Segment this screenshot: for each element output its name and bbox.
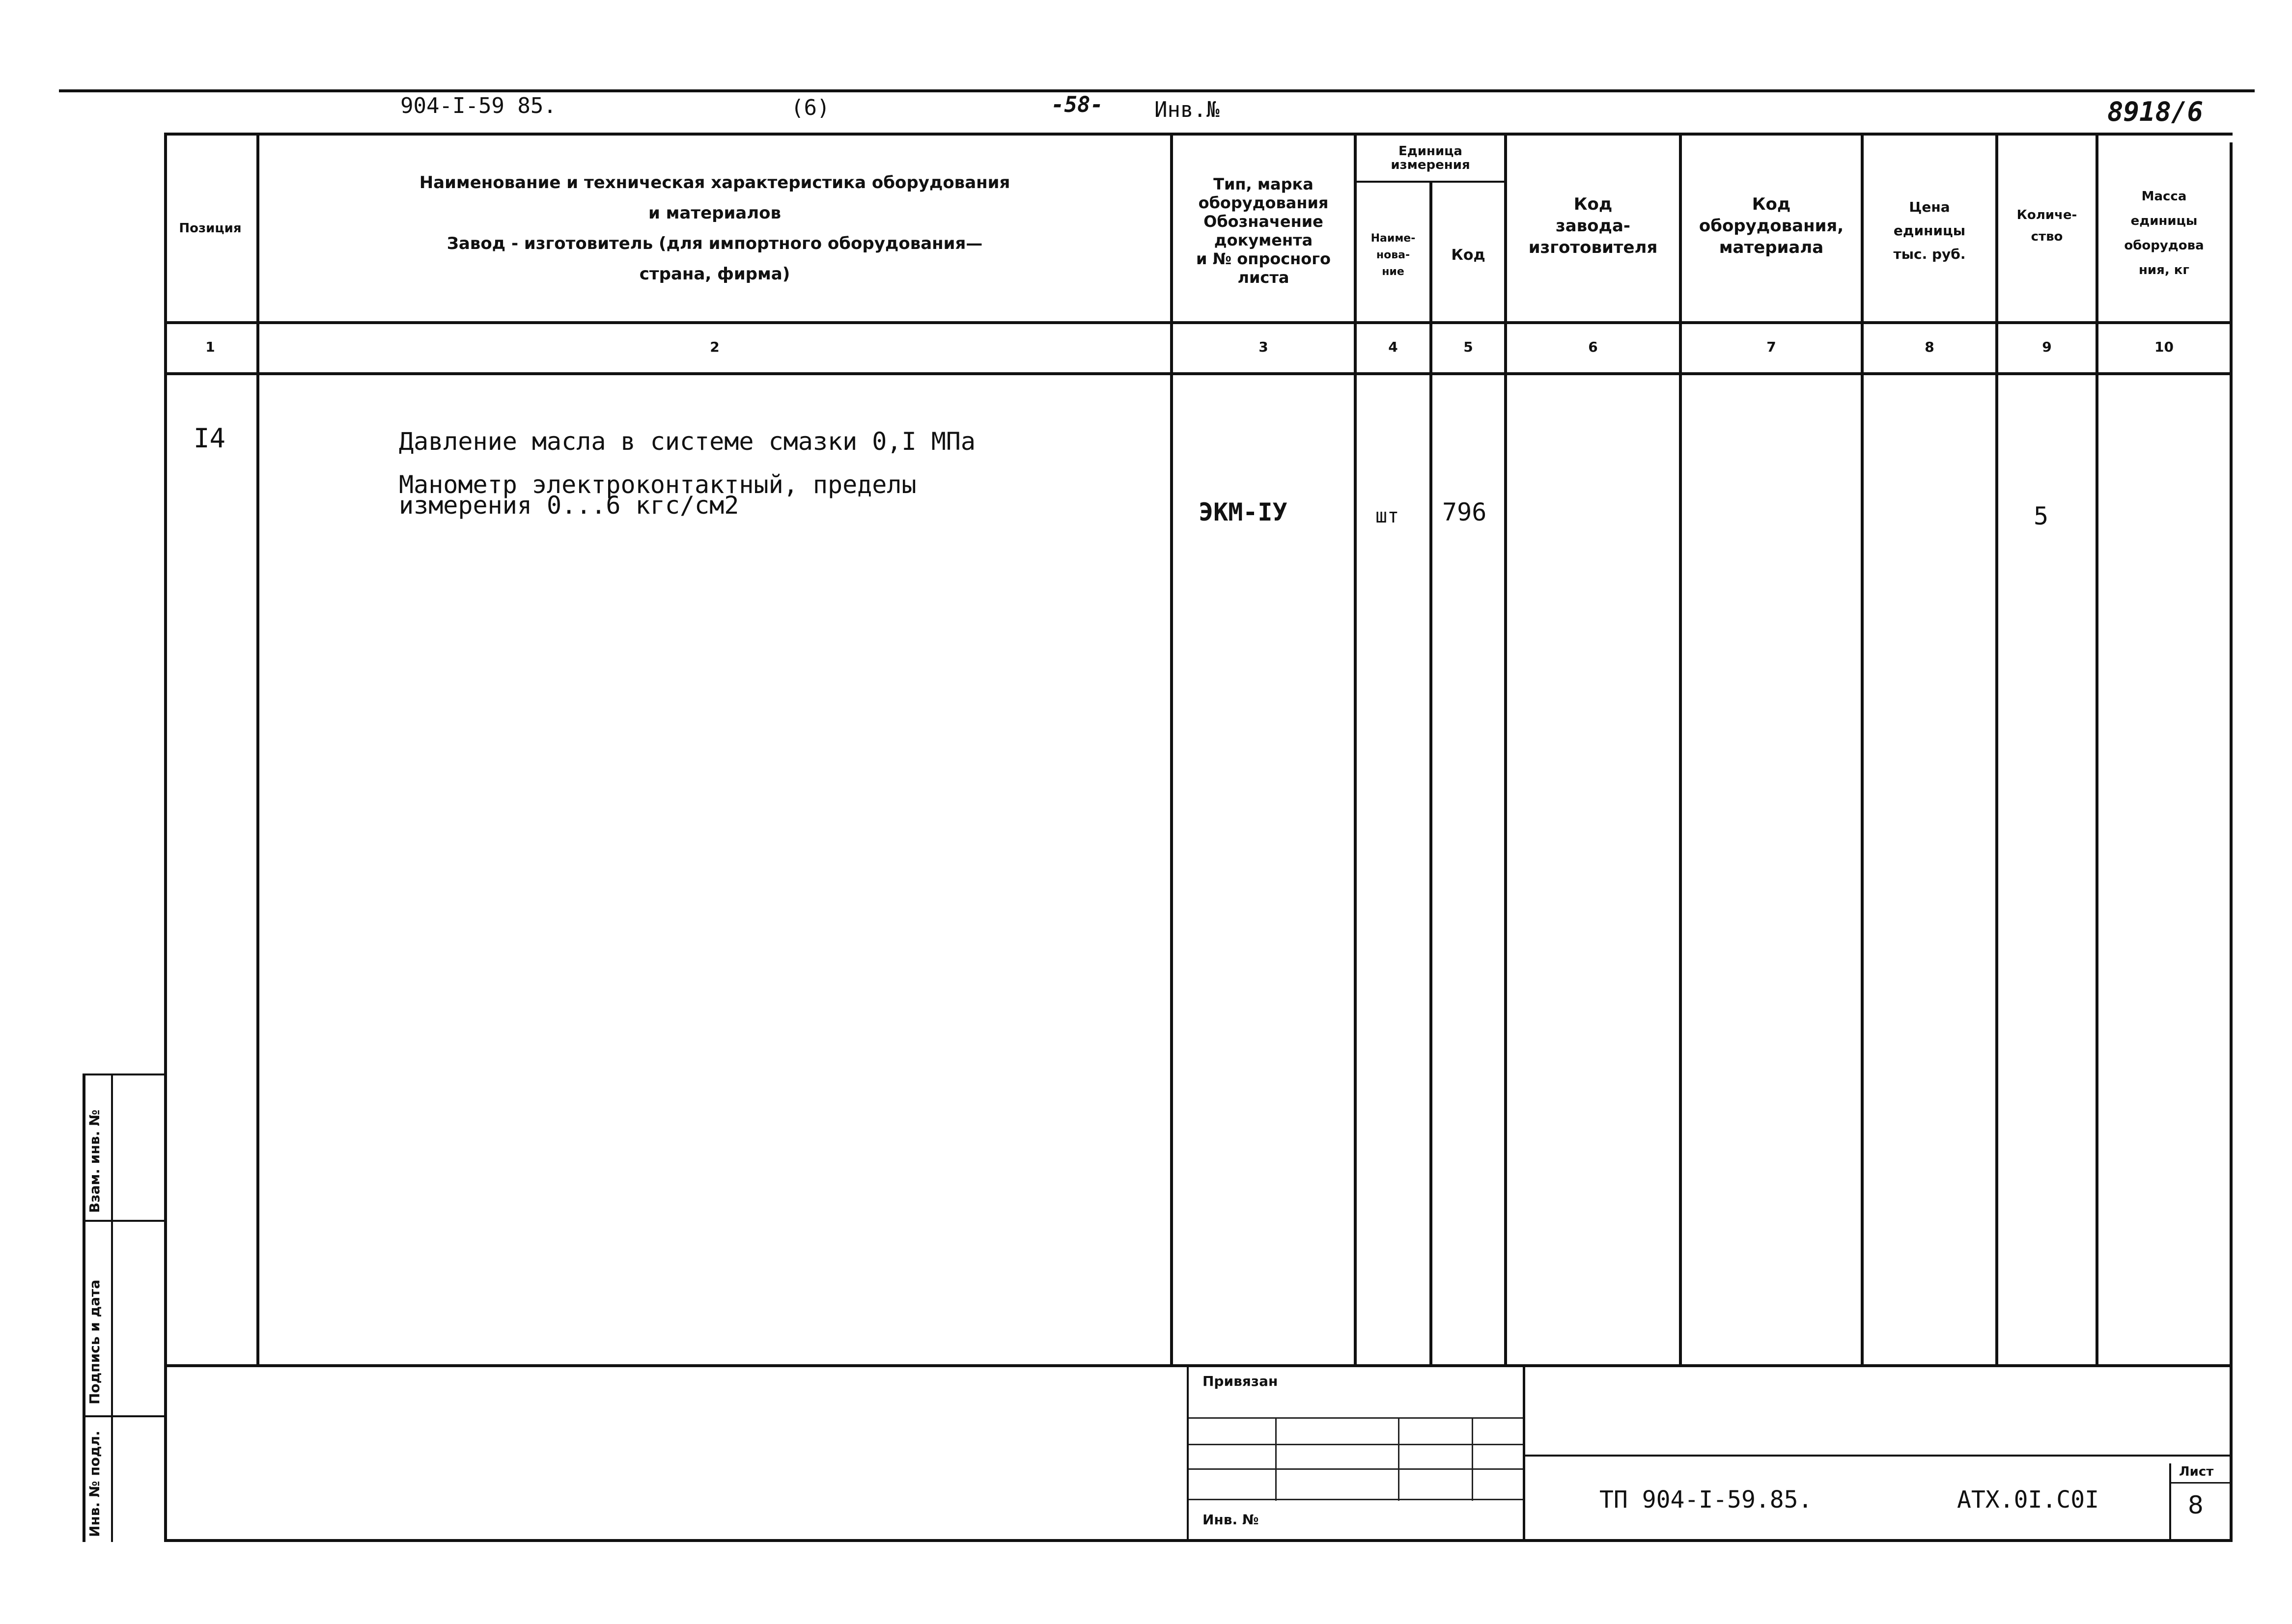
side-stamp-mid bbox=[111, 1073, 113, 1542]
frame-right bbox=[2230, 142, 2233, 1542]
header-bottom-line bbox=[164, 321, 2233, 324]
side-label-replacement-inv: Взам. инв. № bbox=[86, 1109, 103, 1213]
col-num-4: 4 bbox=[1388, 339, 1398, 355]
col-sep-8 bbox=[1995, 133, 1998, 1367]
sheet-box-sep bbox=[2169, 1482, 2231, 1484]
col-sep-6 bbox=[1679, 133, 1682, 1367]
col-header-unit-name: Наиме- нова- ние bbox=[1370, 232, 1416, 278]
row-unit-name: шт bbox=[1375, 505, 1399, 527]
col-num-7: 7 bbox=[1766, 339, 1776, 355]
sheet-label: Лист bbox=[2179, 1464, 2214, 1479]
numbers-bottom-line bbox=[164, 372, 2233, 375]
col-num-1: 1 bbox=[205, 339, 215, 355]
title-block-doc-line bbox=[1525, 1455, 2233, 1457]
col-num-3: 3 bbox=[1258, 339, 1268, 355]
col-num-8: 8 bbox=[1925, 339, 1934, 355]
side-stamp-sep-2 bbox=[83, 1415, 166, 1417]
row-position: I4 bbox=[194, 423, 226, 454]
attached-col-line-1 bbox=[1275, 1417, 1277, 1501]
col-sep-2 bbox=[1170, 133, 1173, 1367]
col-num-10: 10 bbox=[2154, 339, 2174, 355]
col-header-price: Цена единицы тыс. руб. bbox=[1893, 199, 1966, 262]
top-border-line bbox=[59, 89, 2255, 92]
sheet-in-parens: (6) bbox=[791, 95, 830, 120]
attached-col-line-2 bbox=[1398, 1417, 1399, 1501]
sheet-box-left bbox=[2169, 1463, 2171, 1542]
col-header-name: Наименование и техническая характеристика оборудования и материалов Завод - изготовитель (для импортного оборудования— страна, фирма) bbox=[419, 173, 1010, 284]
header-top-line bbox=[164, 133, 2233, 136]
col-sep-3 bbox=[1354, 133, 1357, 1367]
unit-group-line bbox=[1354, 181, 1504, 183]
side-stamp-left bbox=[83, 1073, 85, 1542]
stamp-number: 8918/6 bbox=[2107, 96, 2204, 127]
row-quantity: 5 bbox=[2034, 502, 2049, 530]
col-sep-4 bbox=[1429, 181, 1432, 1367]
body-bottom-line bbox=[164, 1364, 2233, 1367]
col-header-mass: Масса единицы оборудова ния, кг bbox=[2124, 189, 2204, 277]
col-header-unit-code: Код bbox=[1451, 247, 1485, 264]
row-title: Давление масла в системе смазки 0,I МПа bbox=[399, 427, 976, 456]
title-block-left bbox=[1187, 1364, 1189, 1541]
sheet-number: 8 bbox=[2188, 1491, 2204, 1519]
side-stamp-top bbox=[83, 1073, 166, 1075]
col-sep-1 bbox=[256, 133, 259, 1367]
col-sep-9 bbox=[2096, 133, 2098, 1367]
title-block-mid bbox=[1523, 1364, 1525, 1541]
col-sep-5 bbox=[1504, 133, 1507, 1367]
page-number: -58- bbox=[1051, 92, 1103, 117]
inv-number-label: Инв. № bbox=[1202, 1512, 1259, 1528]
col-num-6: 6 bbox=[1588, 339, 1598, 355]
row-unit-code: 796 bbox=[1442, 498, 1487, 526]
side-label-signature-date: Подпись и дата bbox=[86, 1279, 103, 1404]
row-description: Манометр электроконтактный, пределы измерения 0...6 кгс/см2 bbox=[399, 470, 917, 520]
col-num-5: 5 bbox=[1463, 339, 1473, 355]
side-stamp-sep-1 bbox=[83, 1220, 166, 1222]
col-header-quantity: Количе- ство bbox=[2016, 208, 2077, 244]
document-code: ТП 904-I-59.85. bbox=[1599, 1486, 1813, 1514]
col-header-equipment-code: Код оборудования, материала bbox=[1699, 194, 1844, 257]
sheet-code: АТХ.0I.С0I bbox=[1957, 1486, 2099, 1514]
col-header-type: Тип, марка оборудования Обозначение документа и № опросного листа bbox=[1196, 175, 1331, 287]
col-header-plant-code: Код завода- изготовителя bbox=[1528, 194, 1658, 257]
row-type-mark: ЭКМ-IУ bbox=[1199, 498, 1287, 526]
col-sep-7 bbox=[1861, 133, 1864, 1367]
side-label-original-inv: Инв. № подл. bbox=[86, 1431, 103, 1537]
col-header-position: Позиция bbox=[179, 221, 242, 236]
col-num-2: 2 bbox=[710, 339, 720, 355]
inventory-label: Инв.№ bbox=[1154, 97, 1220, 122]
frame-bottom bbox=[164, 1539, 2233, 1542]
col-num-9: 9 bbox=[2042, 339, 2052, 355]
unit-group-header: Единица измерения bbox=[1391, 144, 1470, 172]
attached-label: Привязан bbox=[1202, 1373, 1278, 1389]
attached-col-line-3 bbox=[1472, 1417, 1473, 1501]
project-number: 904-I-59 85. bbox=[400, 93, 557, 118]
